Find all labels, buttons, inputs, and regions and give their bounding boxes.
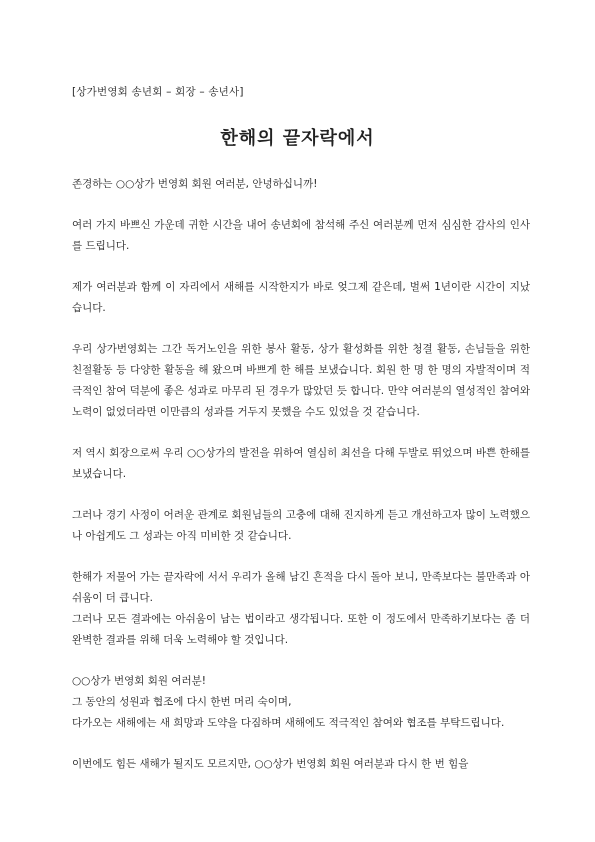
document-title: 한해의 끝자락에서 xyxy=(220,128,375,149)
paragraph-address-members xyxy=(72,671,530,734)
greeting-paragraph: 존경하는 ○○상가 번영회 회원 여러분, 안녕하십니까! xyxy=(72,178,318,190)
paragraph-activities: 우리 상가번영회는 그간 독거노인을 위한 봉사 활동, 상가 활성화를 위한 청결 활동, 손님들을 위한 친절활동 등 다양한 활동을 해 왔으며 바쁘게 한 해를 보냈습니다. 회원 한 명 한 명의 자발적이며 적극적인 참여 덕분에 좋은 성과로 마무리 된 경우가 많았던 듯 합니다. 만약 여러분의 열성적인 참여와 노력이 없었더라면 이만큼의 성과를 거두지 못했을 수도 있었을 것 같습니다. xyxy=(72,343,530,418)
address-line-3: 다가오는 새해에는 새 희망과 도약을 다짐하며 새해에도 적극적인 참여와 협조를 부탁드립니다. xyxy=(72,717,505,729)
paragraph-reflection xyxy=(72,567,530,651)
paragraph-economy: 그러나 경기 사정이 어려운 관계로 회원님들의 고충에 대해 진지하게 듣고 개선하고자 많이 노력했으나 아쉽게도 그 성과는 아직 미비한 것 같습니다. xyxy=(72,509,530,542)
document-body xyxy=(72,174,530,795)
reflection-line-1: 한해가 저물어 가는 끝자락에 서서 우리가 올해 남긴 흔적을 다시 돌아 보니, 만족보다는 불만족과 아쉬움이 더 큽니다. xyxy=(72,571,530,604)
address-line-2: 그 동안의 성원과 협조에 다시 한번 머리 숙이며, xyxy=(72,696,292,708)
address-line-1: ○○상가 번영회 회원 여러분! xyxy=(72,675,206,687)
reflection-line-2: 그러나 모든 결과에는 아쉬움이 남는 법이라고 생각됩니다. 또한 이 정도에서 만족하기보다는 좀 더 완벽한 결과를 위해 더욱 노력해야 할 것입니다. xyxy=(72,613,530,646)
paragraph-thanks: 여러 가지 바쁘신 가운데 귀한 시간을 내어 송년회에 참석해 주신 여러분께 먼저 심심한 감사의 인사를 드립니다. xyxy=(72,219,530,252)
paragraph-year-passed: 제가 여러분과 함께 이 자리에서 새해를 시작한지가 바로 엊그제 같은데, 벌써 1년이란 시간이 지났습니다. xyxy=(72,281,530,314)
document-subtitle: [상가번영회 송년회 – 회장 – 송년사] xyxy=(72,86,244,98)
paragraph-new-year: 이번에도 힘든 새해가 될지도 모르지만, ○○상가 번영회 회원 여러분과 다시 한 번 힘을 xyxy=(72,758,469,770)
paragraph-president-effort: 저 역시 회장으로써 우리 ○○상가의 발전을 위하여 열심히 최선을 다해 두발로 뛰었으며 바쁜 한해를 보냈습니다. xyxy=(72,447,530,480)
